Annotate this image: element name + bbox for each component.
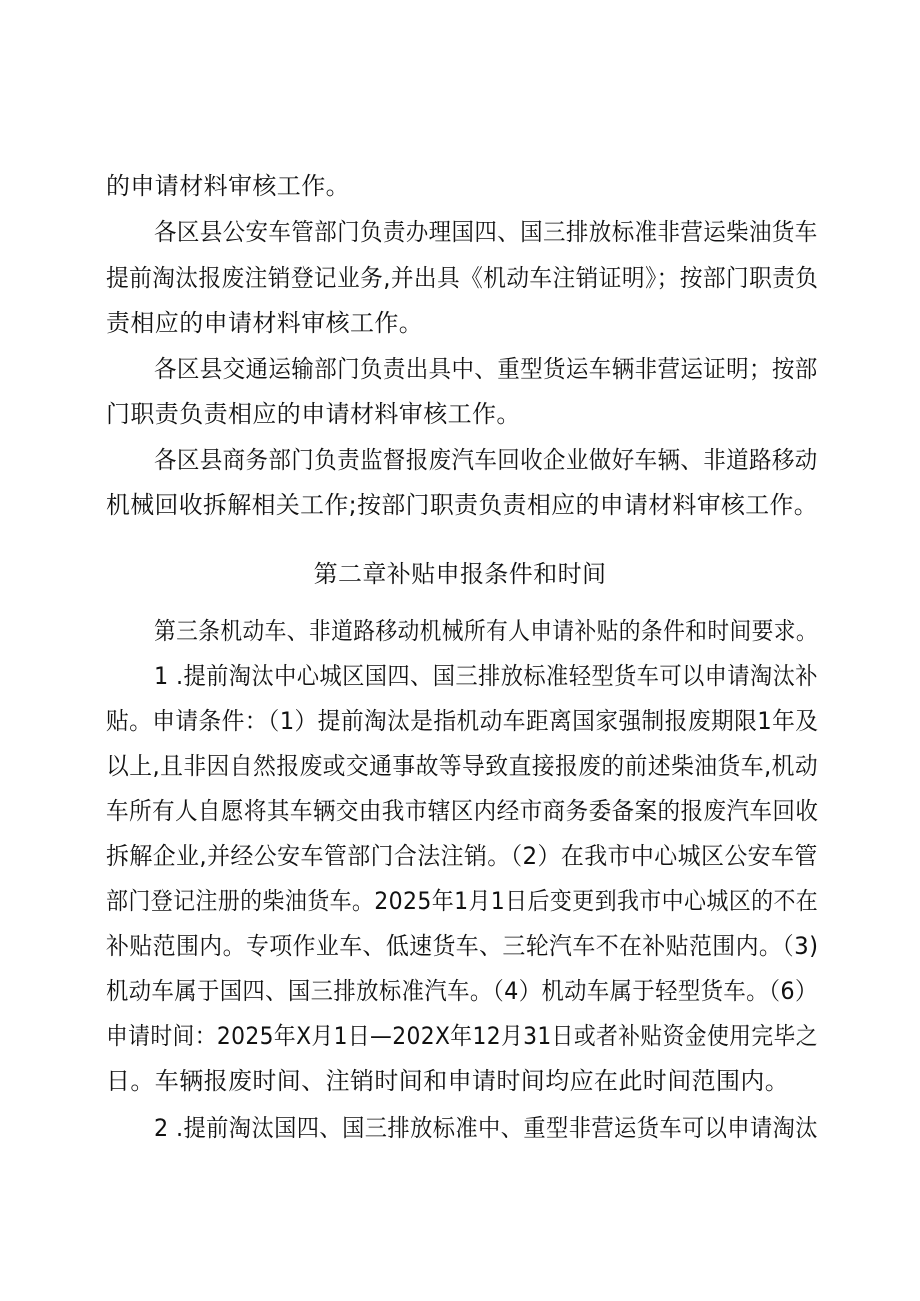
paragraph-line: 申请时间：2025年X月1日—202X年12月31日或者补贴资金使用完毕之 xyxy=(106,1022,818,1050)
paragraph-line: 补贴范围内。专项作业车、低速货车、三轮汽车不在补贴范围内。（3) xyxy=(106,932,819,960)
paragraph-line: 提前淘汰报废注销登记业务,并出具《机动车注销证明》；按部门职责负 xyxy=(106,264,819,292)
paragraph-line: 以上,且非因自然报废或交通事故等导致直接报废的前述柴油货车,机动 xyxy=(106,752,819,780)
paragraph-line: 各区县交通运输部门负责出具中、重型货运车辆非营运证明；按部 xyxy=(154,355,818,383)
paragraph-line: 机械回收拆解相关工作;按部门职责负责相应的申请材料审核工作。 xyxy=(106,491,819,519)
paragraph-line: 贴。申请条件：（1）提前淘汰是指机动车距离国家强制报废期限1年及 xyxy=(106,707,819,735)
paragraph-line: 日。车辆报废时间、注销时间和申请时间均应在此时间范围内。 xyxy=(106,1067,790,1095)
paragraph-line: 机动车属于国四、国三排放标准汽车。（4）机动车属于轻型货车。（6） xyxy=(106,977,818,1005)
paragraph-line: 1 .提前淘汰中心城区国四、国三排放标准轻型货车可以申请淘汰补 xyxy=(154,662,818,690)
paragraph-line: 各区县公安车管部门负责办理国四、国三排放标准非营运柴油货车 xyxy=(154,218,818,246)
paragraph-line: 责相应的申请材料审核工作。 xyxy=(106,309,424,337)
paragraph-line: 门职责负责相应的申请材料审核工作。 xyxy=(106,400,521,428)
chapter-heading: 第二章补贴申报条件和时间 xyxy=(313,560,607,588)
paragraph-line: 的申请材料审核工作。 xyxy=(106,172,350,200)
paragraph-line: 部门登记注册的柴油货车。2025年1月1日后变更到我市中心城区的不在 xyxy=(106,887,819,915)
paragraph-line: 拆解企业,并经公安车管部门合法注销。（2）在我市中心城区公安车管 xyxy=(106,842,818,870)
paragraph-line: 2 .提前淘汰国四、国三排放标准中、重型非营运货车可以申请淘汰 xyxy=(154,1114,818,1142)
paragraph-line: 第三条机动车、非道路移动机械所有人申请补贴的条件和时间要求。 xyxy=(154,617,818,645)
paragraph-line: 各区县商务部门负责监督报废汽车回收企业做好车辆、非道路移动 xyxy=(154,446,818,474)
paragraph-line: 车所有人自愿将其车辆交由我市辖区内经市商务委备案的报废汽车回收 xyxy=(106,797,819,825)
